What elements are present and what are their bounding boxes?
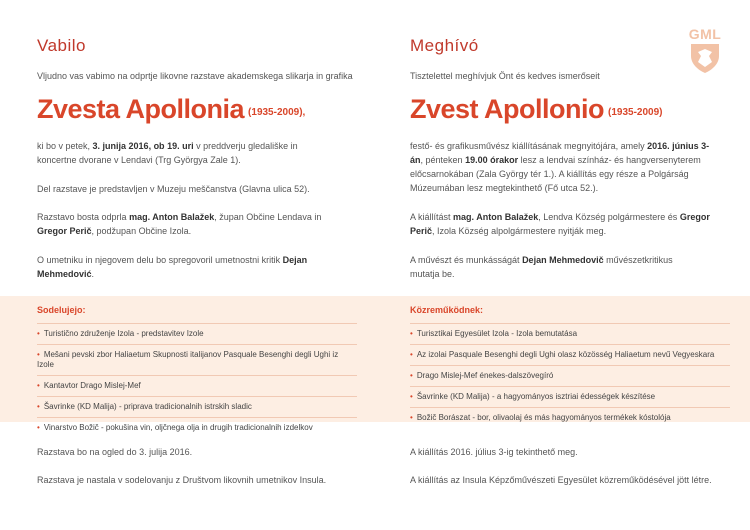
date-paragraph [37,139,337,167]
mayor-name: mag. Anton Balažek [453,212,539,222]
gml-logo [687,26,723,79]
artist-name: Zvest Apollonio [410,94,604,124]
band-heading: Közreműködnek: [410,305,484,315]
footer-note-insula: Razstava je nastala v sodelovanju z Društvom likovnih umetnikov Insula. [37,475,327,485]
text-run: A kiállítást [410,212,454,222]
text-run: , podžupan Občine Izola. [91,226,192,236]
text-run: , župan Občine Lendava in [214,212,322,222]
list-item: • Turisztikai Egyesület Izola - Izola bemutatása [410,323,730,344]
deputy-name: Gregor Perič [410,212,710,236]
critic-name: Dejan Mehmedovič [522,255,604,265]
critic-paragraph [410,253,690,281]
footer-note-dates: A kiállítás 2016. július 3-ig tekinthető meg. [410,447,578,457]
opening-paragraph [410,210,710,238]
text-run: v preddverju gledališke in koncertne dvorane v Lendavi (Trg Györgya Zale 1). [37,141,298,165]
museum-paragraph: Del razstave je predstavljen v Muzeju meščanstva (Glavna ulica 52). [37,184,310,194]
text-run: , Lendva Község polgármestere és [538,212,680,222]
exhibition-title [37,94,305,125]
participants-hungarian [410,305,730,428]
greeting-text: Tisztelettel meghívjuk Önt és kedves ismerőseit [410,71,600,81]
artist-years: (1935-2009) [608,107,663,118]
list-item: • Mešani pevski zbor Haliaetum Skupnosti italijanov Pasquale Besenghi degli Ughi iz Izole [37,344,357,375]
band-heading: Sodelujejo: [37,305,86,315]
heading-vabilo: Vabilo [37,36,86,55]
footer-note-dates: Razstava bo na ogled do 3. julija 2016. [37,447,193,457]
exhibition-title [410,94,662,125]
opening-paragraph [37,210,337,238]
critic-name: Dejan Mehmedović [37,255,308,279]
text-run: lesz a lendvai színház- és hangversenyterem előcsarnokában (Zala György tér 1.). A kiállítás egy része a Polgárság Múzeumában lesz megtekinthető (Fő utca 52.). [410,155,701,193]
text-run: O umetniku in njegovem delu bo spregovoril umetnostni kritik [37,255,283,265]
participants-list [410,323,730,428]
time-bold: 19.00 órakor [465,155,519,165]
list-item: • Az izolai Pasquale Besenghi degli Ughi olasz közösség Haliaetum nevű Vegyeskara [410,344,730,365]
heading-meghivo: Meghívó [410,36,479,55]
text-run: . [91,269,95,279]
artist-years: (1935-2009), [248,107,306,118]
footer-note-insula: A kiállítás az Insula Képzőművészeti Egyesület közreműködésével jött létre. [410,475,712,485]
list-item: • Božič Borászat - bor, olivaolaj és más hagyományos termékek kóstolója [410,407,730,428]
list-item: • Kantavtor Drago Mislej-Mef [37,375,357,396]
list-item: • Drago Mislej-Mef énekes-dalszövegíró [410,365,730,386]
list-item: • Turistično združenje Izola - predstavitev Izole [37,323,357,344]
logo-text: GML [688,26,722,42]
text-run: A művészt és munkásságát [410,255,523,265]
date-bold: 3. junija 2016 [92,141,149,151]
participants-list [37,323,357,438]
time-bold: 19. uri [167,141,194,151]
date-bold: 2016. június 3-án [410,141,710,165]
mayor-name: mag. Anton Balažek [129,212,215,222]
participants-slovene [37,305,357,438]
text-run: Razstavo bosta odprla [37,212,130,222]
shield-icon [687,42,723,74]
text-run: , ob [148,141,168,151]
text-run: művészetkritikus mutatja be. [410,255,673,279]
deputy-name: Gregor Perič [37,226,92,236]
text-run: , pénteken [420,155,466,165]
text-run: ki bo v petek, [37,141,93,151]
list-item: • Vinarstvo Božič - pokušina vin, oljčnega olja in drugih tradicionalnih izdelkov [37,417,357,438]
text-run: , Izola Község alpolgármestere nyitják meg. [432,226,607,236]
list-item: • Šavrinke (KD Malija) - a hagyományos isztriai édességek készítése [410,386,730,407]
text-run: festő- és grafikusművész kiállításának megnyitójára, amely [410,141,648,151]
artist-name: Zvesta Apollonia [37,94,245,124]
critic-paragraph [37,253,317,281]
list-item: • Šavrinke (KD Malija) - priprava tradicionalnih istrskih sladic [37,396,357,417]
greeting-text: Vljudno vas vabimo na odprtje likovne razstave akademskega slikarja in grafika [37,71,353,81]
date-paragraph [410,139,710,195]
